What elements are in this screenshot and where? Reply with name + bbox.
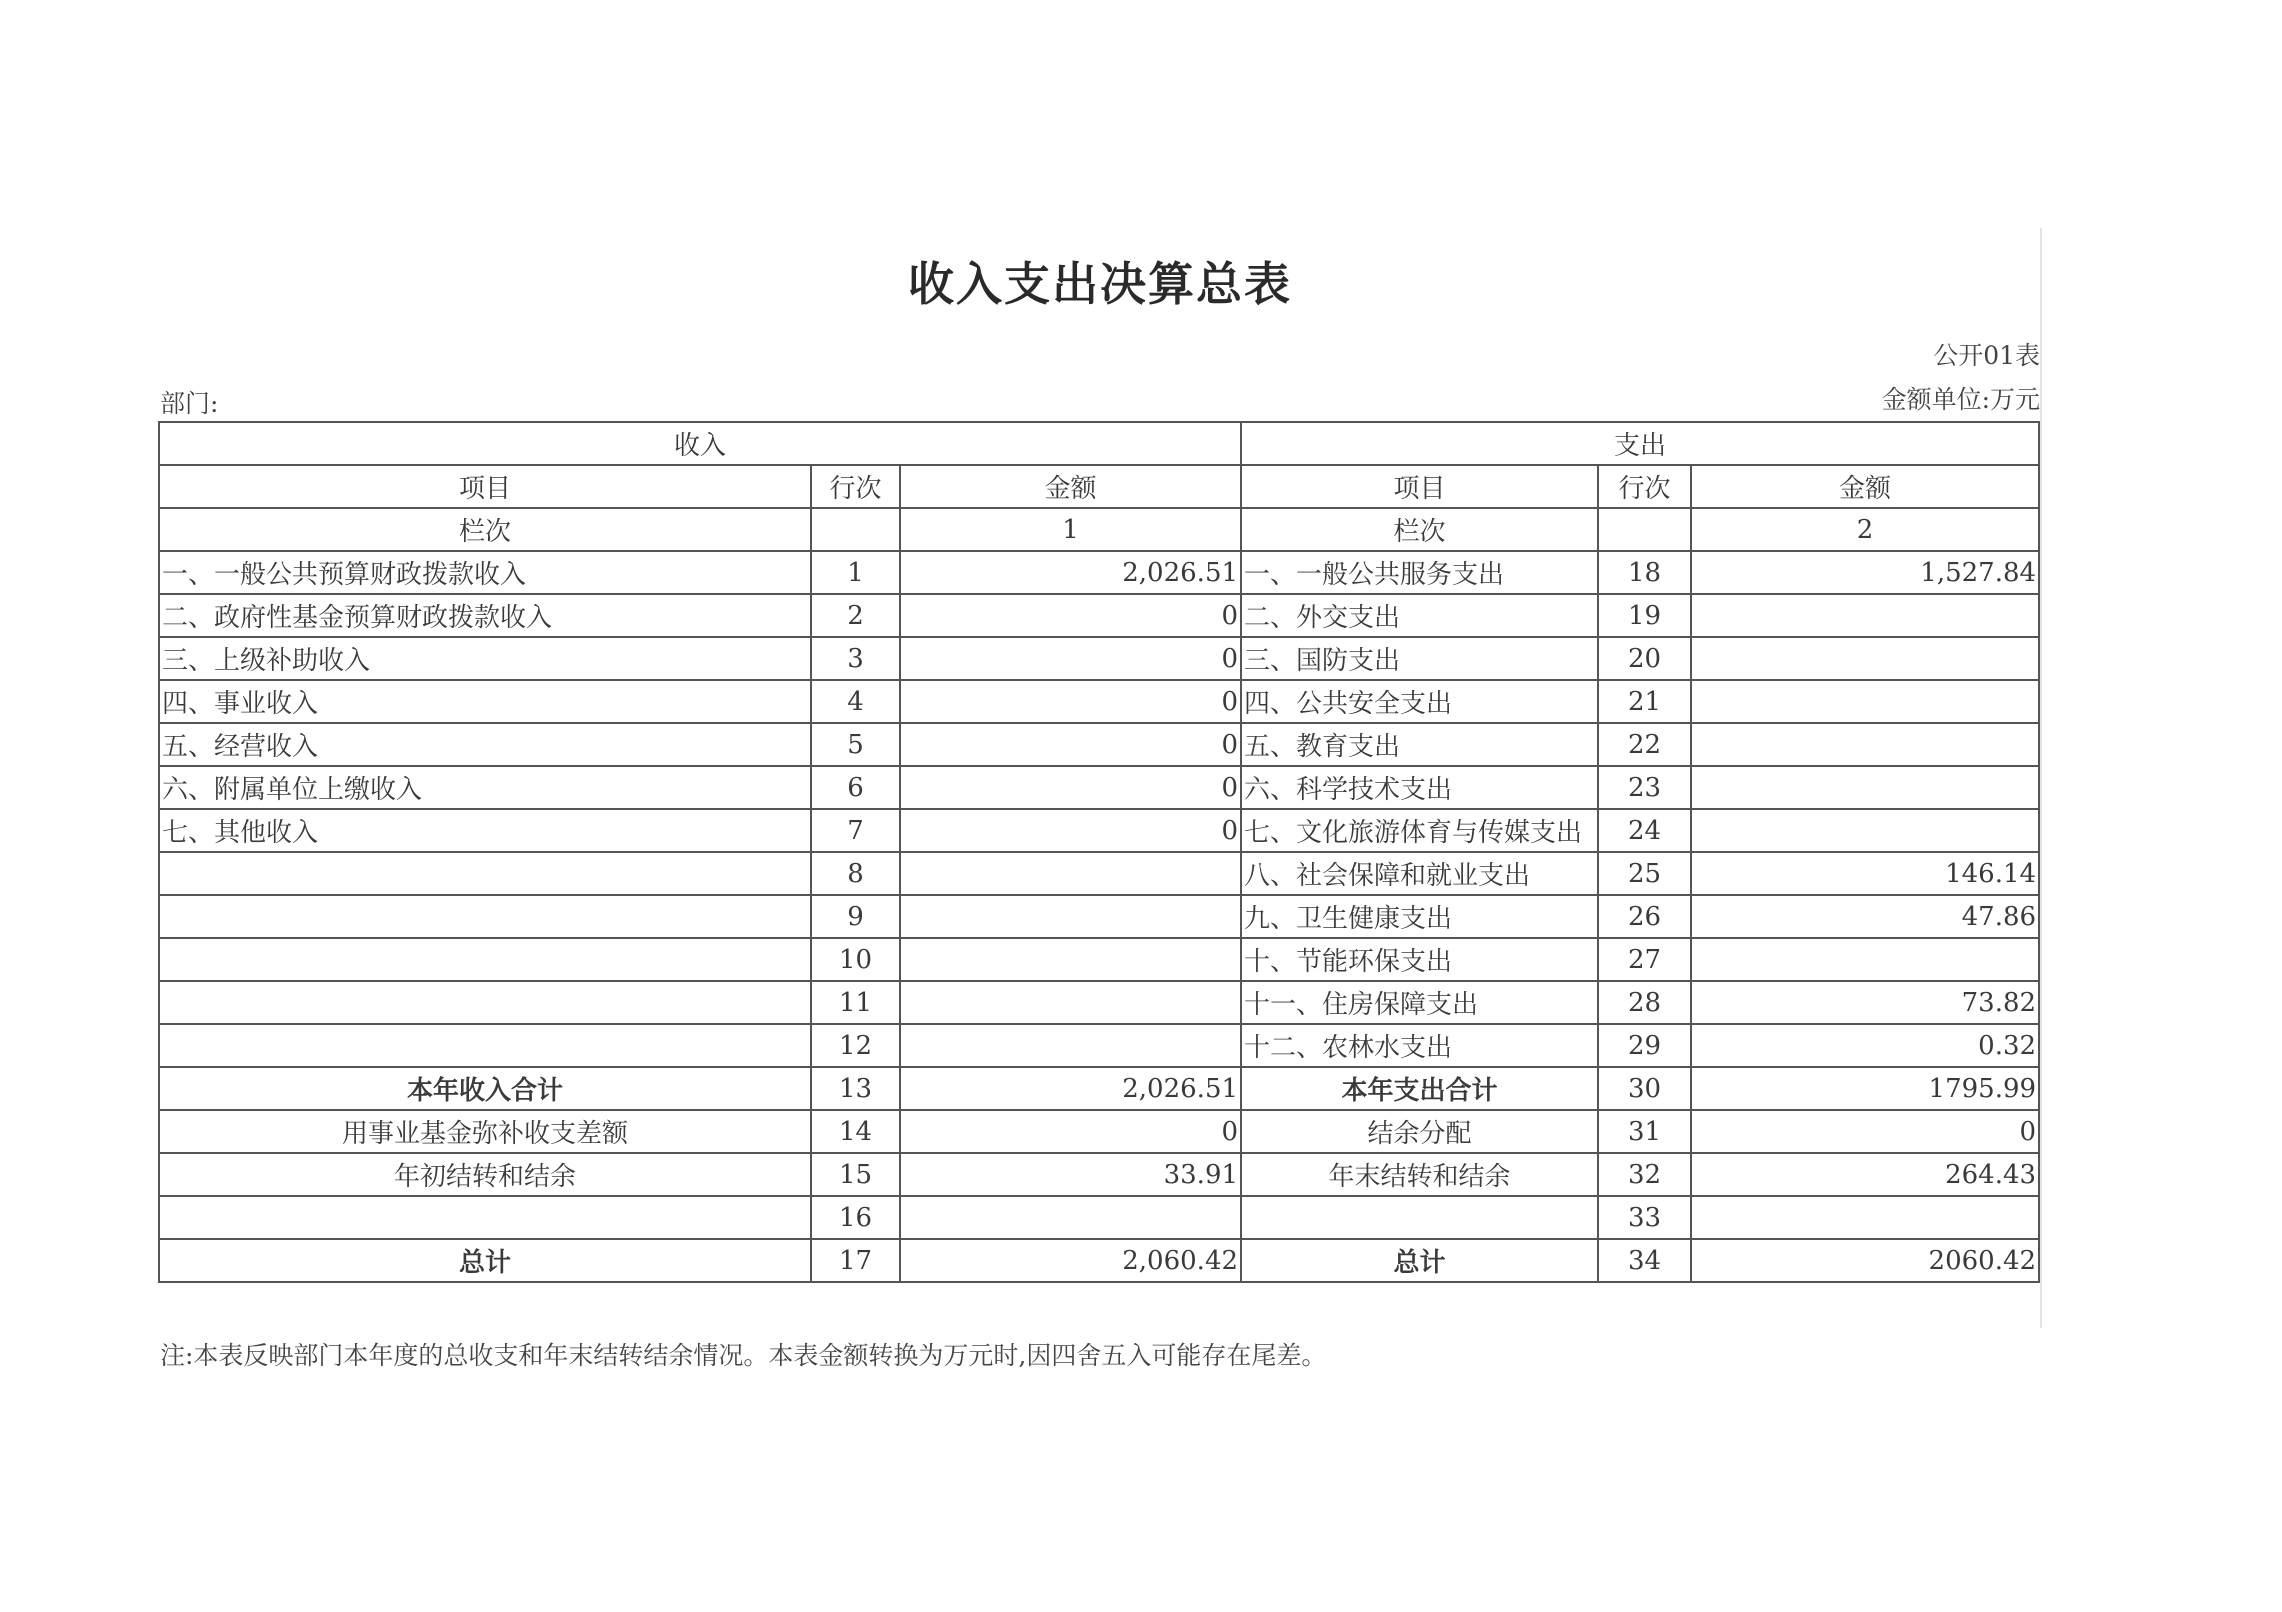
income-summary-item: 总计 [159,1239,811,1282]
page-title: 收入支出决算总表 [908,257,1292,311]
income-item [159,938,811,981]
section-header-row [159,422,2039,465]
expense-summary-item: 结余分配 [1241,1110,1598,1153]
income-row-no: 12 [811,1024,900,1067]
expense-item: 六、科学技术支出 [1241,766,1598,809]
income-summary-row-no: 13 [811,1067,900,1110]
expense-item: 八、社会保障和就业支出 [1241,852,1598,895]
income-row-no: 5 [811,723,900,766]
income-item: 七、其他收入 [159,809,811,852]
table-row [159,1024,2039,1067]
expense-amount: 73.82 [1691,981,2039,1024]
unit-label: 金额单位:万元 [1881,385,2040,414]
scan-edge-line [2040,228,2042,1328]
income-summary-row-no: 16 [811,1196,900,1239]
income-item [159,852,811,895]
expense-amount [1691,766,2039,809]
income-header: 收入 [159,422,1241,465]
income-amount [900,852,1241,895]
table-row [159,809,2039,852]
income-item: 二、政府性基金预算财政拨款收入 [159,594,811,637]
footnote: 注:本表反映部门本年度的总收支和年末结转结余情况。本表金额转换为万元时,因四舍五入可能存在尾差。 [160,1341,1327,1370]
income-amount [900,895,1241,938]
income-amount: 2,026.51 [900,551,1241,594]
expense-amount [1691,637,2039,680]
form-number: 公开01表 [1933,341,2040,370]
expense-column-number: 2 [1691,508,2039,551]
table-row [159,938,2039,981]
expense-item: 三、国防支出 [1241,637,1598,680]
expense-item: 五、教育支出 [1241,723,1598,766]
table-row [159,594,2039,637]
income-row-no: 9 [811,895,900,938]
expense-summary-row-no: 31 [1598,1110,1691,1153]
income-row-no: 8 [811,852,900,895]
expense-summary-item: 年末结转和结余 [1241,1153,1598,1196]
expense-column-blank [1598,508,1691,551]
expense-summary-amount: 1795.99 [1691,1067,2039,1110]
income-summary-row-no: 15 [811,1153,900,1196]
expense-item: 二、外交支出 [1241,594,1598,637]
column-header-row [159,465,2039,508]
expense-item-header: 项目 [1241,465,1598,508]
income-amount: 0 [900,809,1241,852]
income-item: 三、上级补助收入 [159,637,811,680]
expense-row-no: 23 [1598,766,1691,809]
income-amount [900,1024,1241,1067]
income-row-no: 4 [811,680,900,723]
income-row-no: 6 [811,766,900,809]
income-row-header: 行次 [811,465,900,508]
income-item: 一、一般公共预算财政拨款收入 [159,551,811,594]
income-item [159,895,811,938]
summary-row [159,1153,2039,1196]
income-amount: 0 [900,637,1241,680]
income-summary-row-no: 17 [811,1239,900,1282]
table-row [159,551,2039,594]
table-row [159,981,2039,1024]
income-item-header: 项目 [159,465,811,508]
income-summary-amount [900,1196,1241,1239]
income-item: 六、附属单位上缴收入 [159,766,811,809]
expense-item: 四、公共安全支出 [1241,680,1598,723]
table-row [159,723,2039,766]
expense-row-no: 19 [1598,594,1691,637]
expense-row-no: 18 [1598,551,1691,594]
income-summary-item [159,1196,811,1239]
expense-row-no: 27 [1598,938,1691,981]
table-row [159,637,2039,680]
income-amount: 0 [900,766,1241,809]
expense-summary-row-no: 34 [1598,1239,1691,1282]
table-row [159,766,2039,809]
expense-header: 支出 [1241,422,2039,465]
expense-summary-item: 本年支出合计 [1241,1067,1598,1110]
income-summary-item: 用事业基金弥补收支差额 [159,1110,811,1153]
expense-amount-header: 金额 [1691,465,2039,508]
expense-amount: 0.32 [1691,1024,2039,1067]
expense-amount [1691,723,2039,766]
income-amount: 0 [900,723,1241,766]
summary-row [159,1067,2039,1110]
expense-row-no: 24 [1598,809,1691,852]
expense-amount [1691,809,2039,852]
expense-summary-amount [1691,1196,2039,1239]
income-row-no: 3 [811,637,900,680]
expense-amount [1691,680,2039,723]
expense-row-no: 28 [1598,981,1691,1024]
expense-row-no: 29 [1598,1024,1691,1067]
expense-row-no: 21 [1598,680,1691,723]
income-summary-row-no: 14 [811,1110,900,1153]
summary-row [159,1239,2039,1282]
expense-row-no: 25 [1598,852,1691,895]
income-amount-header: 金额 [900,465,1241,508]
income-summary-item: 本年收入合计 [159,1067,811,1110]
expense-row-no: 20 [1598,637,1691,680]
income-item: 四、事业收入 [159,680,811,723]
expense-item: 十二、农林水支出 [1241,1024,1598,1067]
expense-amount [1691,938,2039,981]
expense-item: 一、一般公共服务支出 [1241,551,1598,594]
expense-item: 十、节能环保支出 [1241,938,1598,981]
expense-item: 七、文化旅游体育与传媒支出 [1241,809,1598,852]
income-column-blank [811,508,900,551]
expense-summary-amount: 264.43 [1691,1153,2039,1196]
expense-amount: 1,527.84 [1691,551,2039,594]
expense-row-no: 26 [1598,895,1691,938]
column-number-row [159,508,2039,551]
income-item [159,981,811,1024]
income-row-no: 10 [811,938,900,981]
summary-row [159,1110,2039,1153]
expense-summary-row-no: 33 [1598,1196,1691,1239]
income-item [159,1024,811,1067]
income-item: 五、经营收入 [159,723,811,766]
expense-summary-amount: 0 [1691,1110,2039,1153]
expense-row-header: 行次 [1598,465,1691,508]
income-column-number: 1 [900,508,1241,551]
table-row [159,852,2039,895]
expense-item: 十一、住房保障支出 [1241,981,1598,1024]
expense-item: 九、卫生健康支出 [1241,895,1598,938]
income-summary-amount: 33.91 [900,1153,1241,1196]
expense-amount: 146.14 [1691,852,2039,895]
income-column-label: 栏次 [159,508,811,551]
expense-summary-item [1241,1196,1598,1239]
summary-row [159,1196,2039,1239]
table-row [159,895,2039,938]
department-label: 部门: [160,389,219,418]
expense-summary-row-no: 30 [1598,1067,1691,1110]
income-amount: 0 [900,594,1241,637]
expense-summary-row-no: 32 [1598,1153,1691,1196]
expense-summary-amount: 2060.42 [1691,1239,2039,1282]
income-summary-amount: 2,026.51 [900,1067,1241,1110]
income-row-no: 7 [811,809,900,852]
income-row-no: 1 [811,551,900,594]
income-row-no: 2 [811,594,900,637]
income-amount [900,981,1241,1024]
expense-column-label: 栏次 [1241,508,1598,551]
income-amount [900,938,1241,981]
expense-amount: 47.86 [1691,895,2039,938]
income-amount: 0 [900,680,1241,723]
expense-amount [1691,594,2039,637]
income-summary-amount: 2,060.42 [900,1239,1241,1282]
expense-summary-item: 总计 [1241,1239,1598,1282]
table-row [159,680,2039,723]
summary-table [158,421,2040,1283]
income-summary-item: 年初结转和结余 [159,1153,811,1196]
income-row-no: 11 [811,981,900,1024]
expense-row-no: 22 [1598,723,1691,766]
income-summary-amount: 0 [900,1110,1241,1153]
